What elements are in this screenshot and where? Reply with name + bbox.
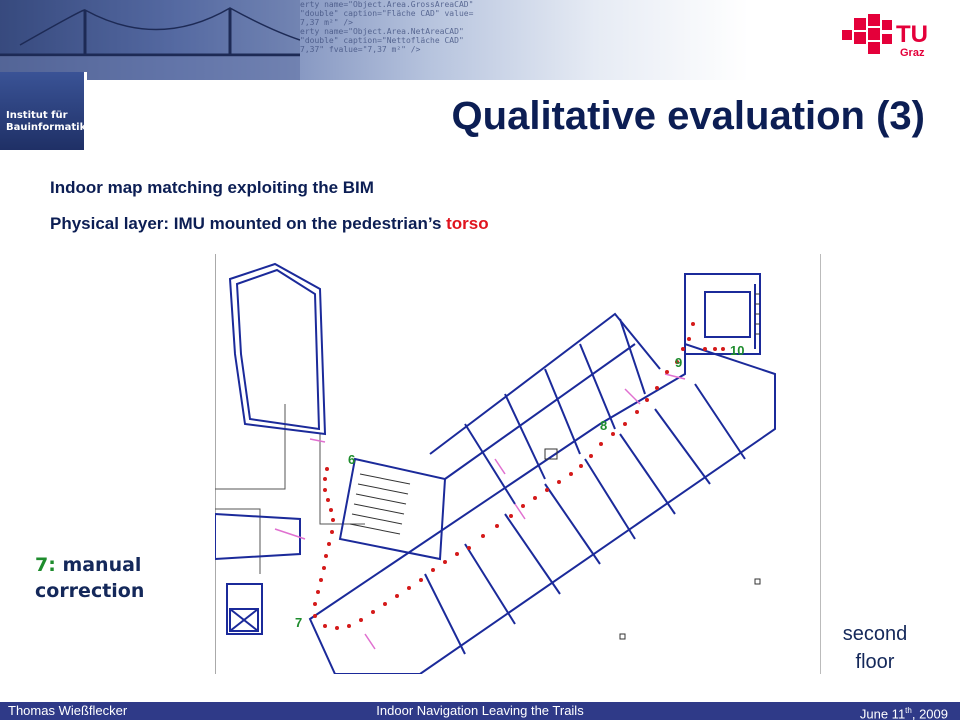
floor-label-line2: floor bbox=[855, 651, 895, 673]
track-label-7: 7 bbox=[295, 615, 303, 630]
floor-plan-thin-lines bbox=[215, 254, 365, 674]
bullet-torso-highlight: torso bbox=[446, 214, 489, 233]
logo-graz-text: Graz bbox=[900, 47, 925, 59]
manual-correction-note bbox=[35, 552, 144, 604]
manual-correction-line1: manual bbox=[55, 554, 142, 576]
logo-tu-text: TU bbox=[896, 21, 928, 48]
floor-label-line1: second bbox=[842, 623, 908, 645]
track-dots bbox=[313, 322, 725, 630]
code-overlay-text: erty name="Object.Area.GrossAreaCAD" "double" caption="Fläche CAD" value= 7,37 m²" /> erty name="Object.Area.NetAreaCAD" "double" caption="Nettofläche CAD" 7,37" fvalue="7,37 m²" /> bbox=[300, 0, 474, 54]
floor-plan-walls bbox=[215, 264, 775, 674]
track-label-6: 6 bbox=[348, 452, 356, 467]
footer-talk-title: Indoor Navigation Leaving the Trails bbox=[376, 703, 584, 718]
track-label-10: 10 bbox=[730, 343, 745, 358]
tu-graz-logo bbox=[842, 12, 942, 62]
floor-label bbox=[830, 620, 920, 676]
footer-author: Thomas Wießflecker bbox=[8, 703, 128, 718]
manual-correction-line2: correction bbox=[35, 580, 145, 602]
footer-date-main: June 11 bbox=[859, 706, 906, 722]
bridge-image bbox=[0, 0, 300, 80]
column-markers bbox=[545, 449, 760, 639]
track-label-8: 8 bbox=[600, 418, 608, 433]
institute-line1: Institut für bbox=[6, 110, 68, 121]
footer-date-sup: th bbox=[905, 706, 912, 715]
track-label-9: 9 bbox=[675, 355, 683, 370]
page-title: Qualitative evaluation (3) bbox=[451, 94, 925, 138]
manual-correction-number: 7: bbox=[35, 554, 56, 576]
bullet-physical-layer bbox=[50, 214, 489, 234]
header-banner bbox=[0, 0, 960, 80]
institute-line2: Bauinformatik bbox=[6, 122, 87, 133]
floor-plan-map bbox=[215, 254, 821, 674]
footer-bar bbox=[0, 702, 960, 720]
bullet-bim: Indoor map matching exploiting the BIM bbox=[50, 178, 374, 197]
bullet-physical-layer-text: Physical layer: IMU mounted on the pedestrian’s bbox=[50, 214, 447, 233]
footer-date-year: , 2009 bbox=[911, 706, 948, 722]
